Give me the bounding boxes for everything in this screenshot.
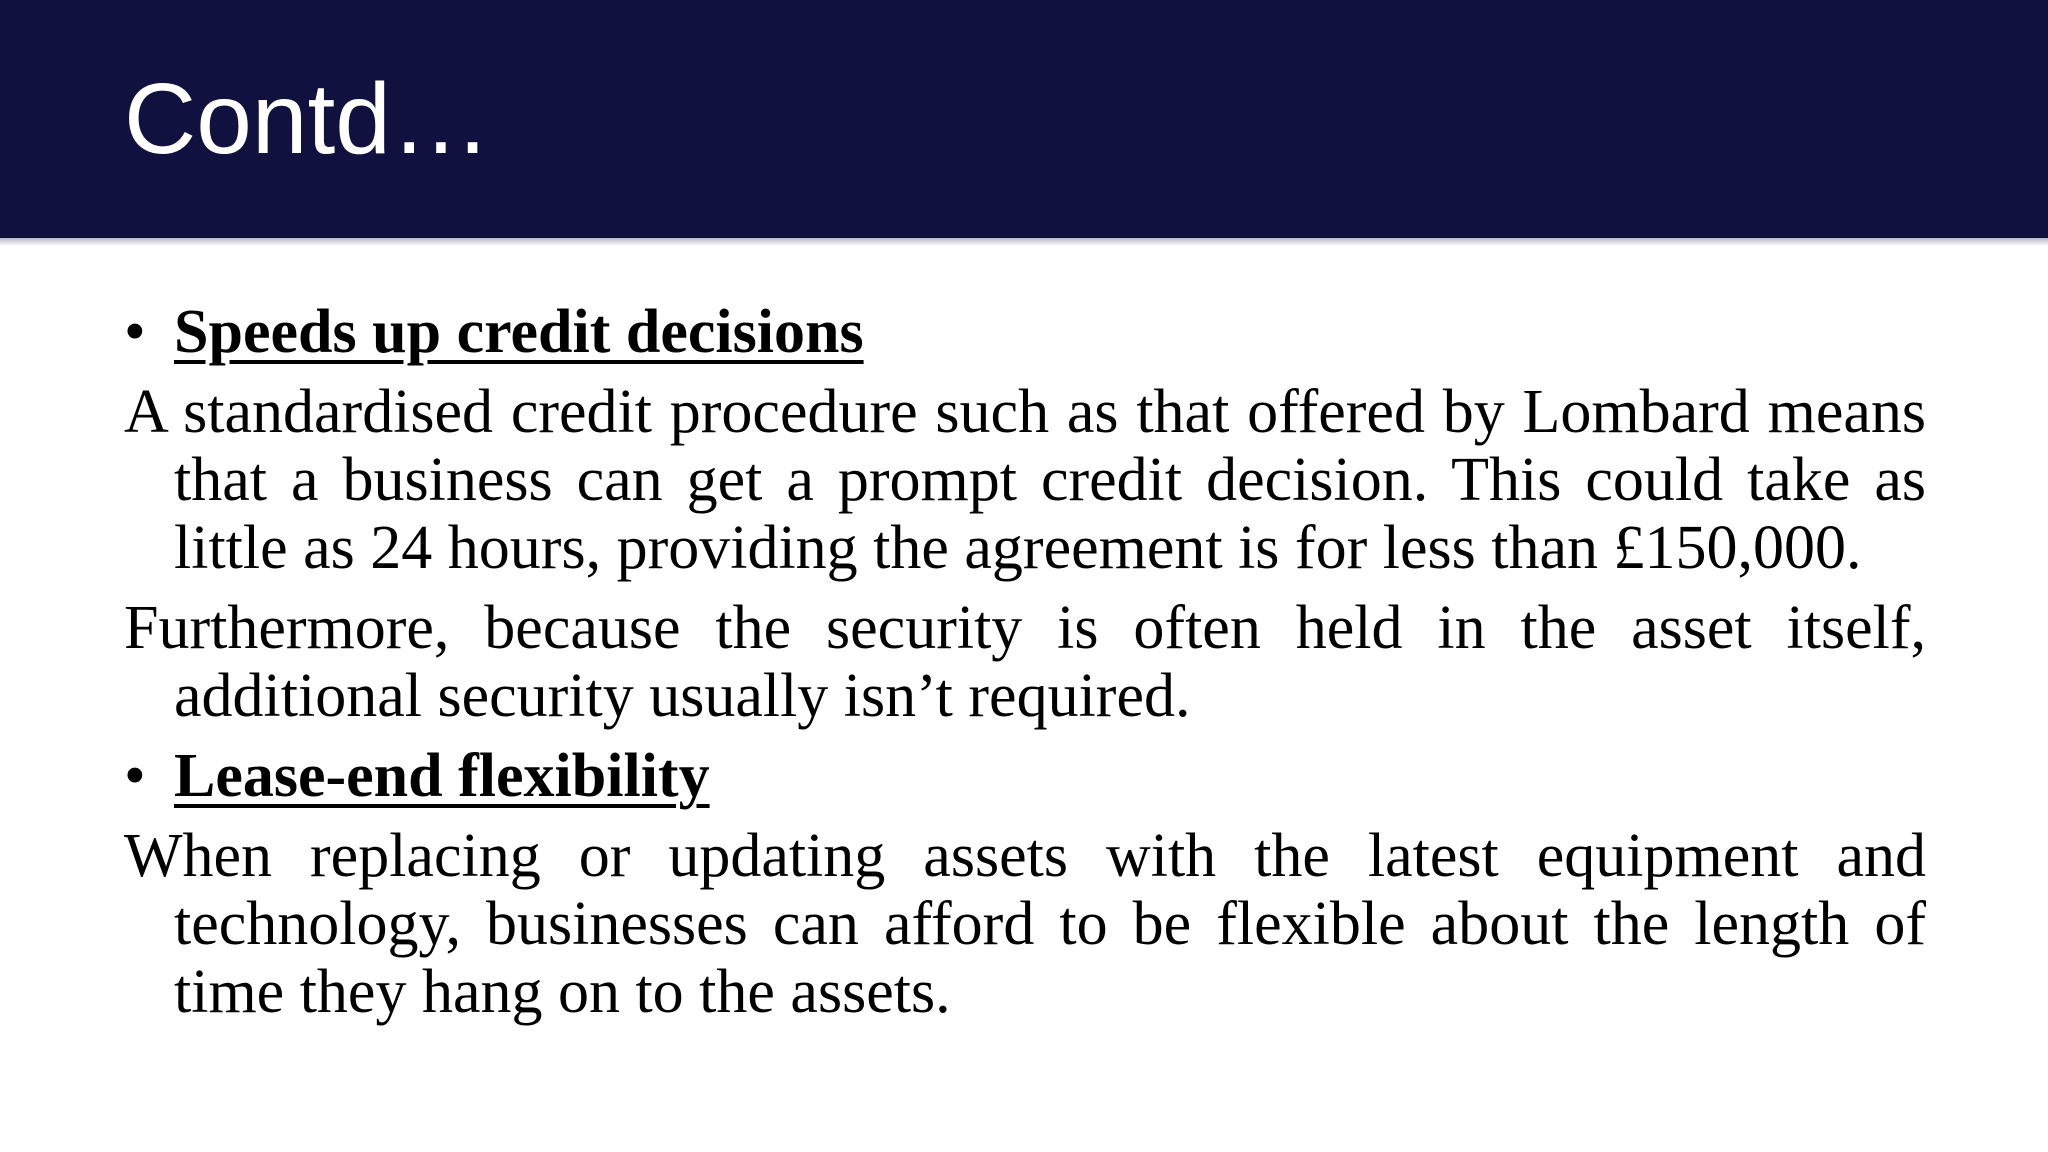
title-bar <box>0 0 2048 238</box>
heading-text: Lease-end flexibility <box>174 742 710 810</box>
paragraph-security: Furthermore, because the security is often held in the asset itself, additional security usually isn’t required. <box>124 594 1926 730</box>
bullet-icon: • <box>124 298 146 366</box>
paragraph-standardised-credit: A standardised credit procedure such as that offered by Lombard means that a business can get a prompt credit decision. This could take as little as 24 hours, providing the agreement is for less than £150,000. <box>124 378 1926 582</box>
bullet-icon: • <box>124 742 146 810</box>
bullet-heading-credit-decisions <box>124 298 1926 366</box>
bullet-heading-lease-end <box>124 742 1926 810</box>
title-bar-shadow <box>0 238 2048 246</box>
slide-body <box>124 298 1926 1038</box>
heading-text: Speeds up credit decisions <box>174 298 864 366</box>
paragraph-replacing-assets: When replacing or updating assets with the latest equipment and technology, businesses can afford to be flexible about the length of time they hang on to the assets. <box>124 822 1926 1026</box>
slide-title: Contd… <box>124 63 491 175</box>
